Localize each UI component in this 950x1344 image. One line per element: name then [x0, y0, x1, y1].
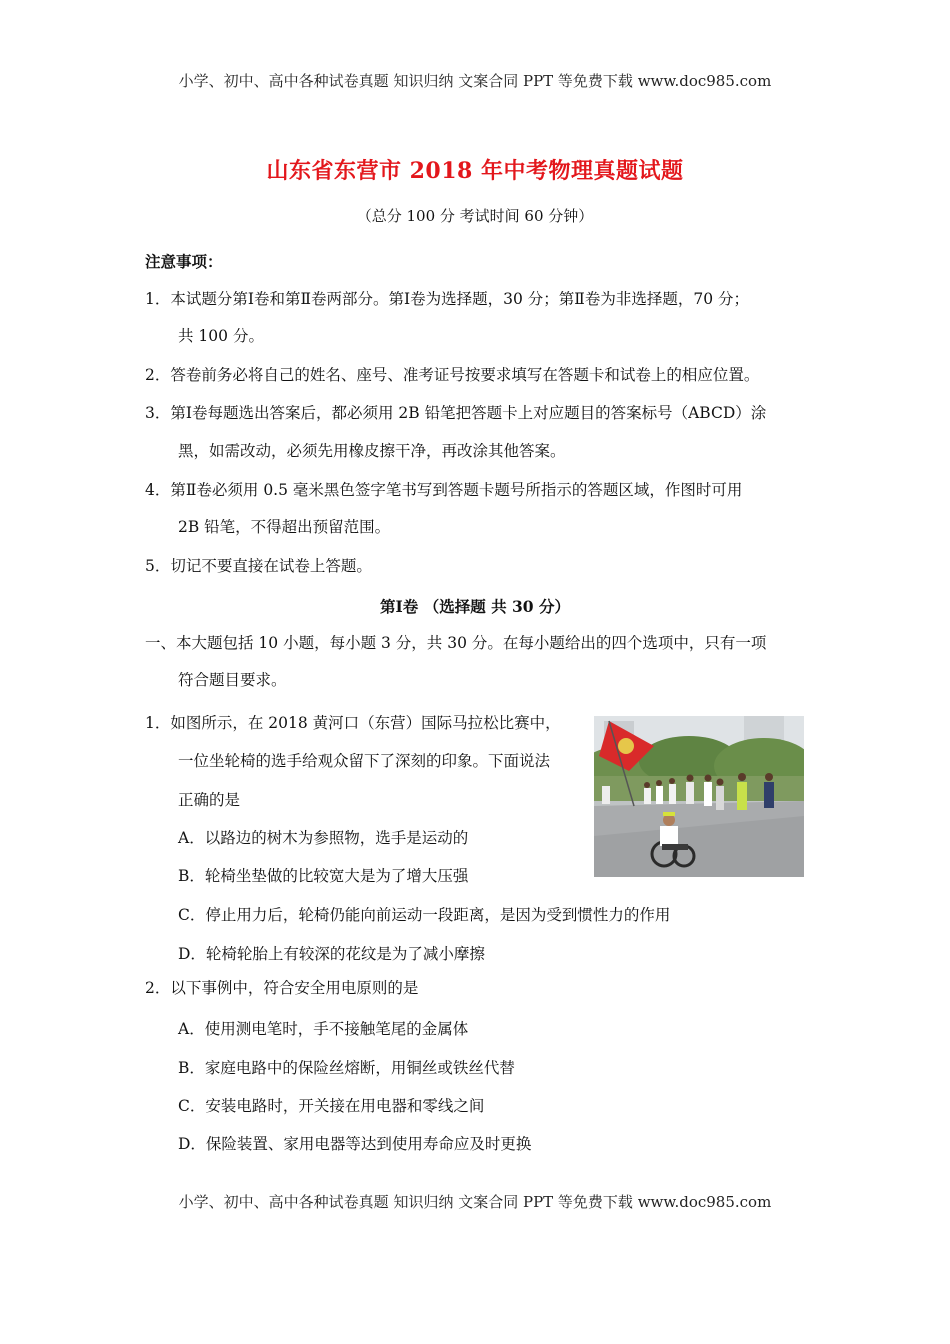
note-item-4: 4．第Ⅱ卷必须用 0.5 毫米黑色签字笔书写到答题卡题号所指示的答题区域，作图时可用 — [145, 481, 743, 499]
question-1-option-d: D．轮椅轮胎上有较深的花纹是为了减小摩擦 — [178, 945, 485, 963]
note-item-1-cont: 共 100 分。 — [178, 327, 264, 345]
question-1-option-a: A．以路边的树木为参照物，选手是运动的 — [178, 829, 469, 847]
page-footer: 小学、初中、高中各种试卷真题 知识归纳 文案合同 PPT 等免费下载 www.doc985.com — [178, 1193, 772, 1211]
exam-info: （总分 100 分 考试时间 60 分钟） — [356, 207, 594, 225]
question-2-option-a: A．使用测电笔时，手不接触笔尾的金属体 — [178, 1020, 469, 1038]
question-2-option-d: D．保险装置、家用电器等达到使用寿命应及时更换 — [178, 1135, 532, 1153]
note-item-4-cont: 2B 铅笔，不得超出预留范围。 — [178, 518, 391, 536]
section-intro-cont: 符合题目要求。 — [178, 671, 287, 689]
question-1-option-b: B．轮椅坐垫做的比较宽大是为了增大压强 — [178, 867, 469, 885]
section-intro: 一、本大题包括 10 小题，每小题 3 分，共 30 分。在每小题给出的四个选项中，只有一项 — [145, 634, 767, 652]
notes-heading: 注意事项： — [145, 252, 223, 271]
document-title: 山东省东营市 2018 年中考物理真题试题 — [266, 158, 684, 184]
note-item-2: 2．答卷前务必将自己的姓名、座号、准考证号按要求填写在答题卡和试卷上的相应位置。 — [145, 366, 760, 384]
question-2-option-b: B．家庭电路中的保险丝熔断，用铜丝或铁丝代替 — [178, 1059, 515, 1077]
question-1-option-c: C．停止用力后，轮椅仍能向前运动一段距离，是因为受到惯性力的作用 — [178, 906, 671, 924]
question-1-stem-line2: 一位坐轮椅的选手给观众留下了深刻的印象。下面说法 — [178, 752, 551, 770]
question-2-option-c: C．安装电路时，开关接在用电器和零线之间 — [178, 1097, 485, 1115]
question-2-stem: 2．以下事例中，符合安全用电原则的是 — [145, 979, 419, 997]
page-header: 小学、初中、高中各种试卷真题 知识归纳 文案合同 PPT 等免费下载 www.doc985.com — [178, 72, 772, 90]
note-item-3-cont: 黑，如需改动，必须先用橡皮擦干净，再改涂其他答案。 — [178, 442, 566, 460]
marathon-photo — [594, 716, 804, 877]
note-item-3: 3．第Ⅰ卷每题选出答案后，都必须用 2B 铅笔把答题卡上对应题目的答案标号（ABCD）涂 — [145, 404, 767, 422]
question-1-stem: 1．如图所示，在 2018 黄河口（东营）国际马拉松比赛中， — [145, 714, 561, 732]
question-1-stem-line3: 正确的是 — [178, 791, 241, 809]
section-heading: 第Ⅰ卷 （选择题 共 30 分） — [380, 597, 570, 616]
note-item-1: 1．本试题分第Ⅰ卷和第Ⅱ卷两部分。第Ⅰ卷为选择题，30 分；第Ⅱ卷为非选择题，70 分； — [145, 290, 749, 308]
note-item-5: 5．切记不要直接在试卷上答题。 — [145, 557, 372, 575]
